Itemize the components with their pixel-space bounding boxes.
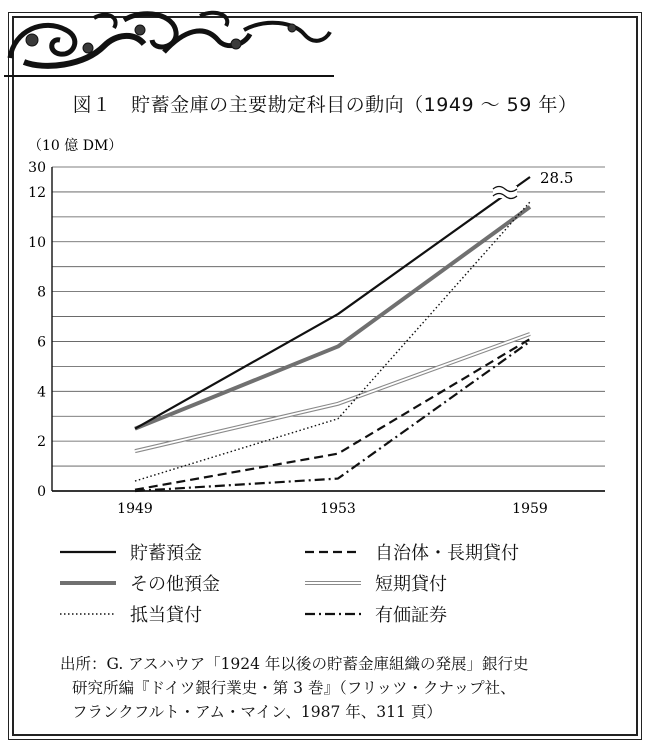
legend-item-short-term-loans [303,568,447,598]
legend-swatch-solid [58,547,118,557]
series-line [135,334,530,451]
gridlines [52,167,605,491]
y-tick-label: 6 [37,334,46,351]
source-line-1: 出所：G. アスハウア「1924 年以後の貯蓄金庫組織の発展」銀行史 [60,655,529,673]
legend-label: その他預金 [130,574,220,595]
legend-swatch-dashed [303,547,363,557]
y-axis-label: （10 億 DM） [28,138,123,154]
x-tick-label: 1953 [320,501,356,517]
source-line-3: フランクフルト・アム・マイン、1987 年、311 頁） [72,703,442,721]
y-tick-label: 8 [37,284,46,301]
legend-swatch-dashdot [303,609,363,619]
y-tick-label: 2 [37,434,46,451]
y-tick-label: 0 [37,484,46,500]
data-label-28-5: 28.5 [540,169,574,187]
series-lines [135,177,530,491]
series-line-inner [135,334,530,451]
x-tick-label: 1949 [117,501,153,517]
legend-item-savings-deposits [58,537,202,567]
y-tick-label: 10 [28,234,46,251]
legend-item-other-deposits [58,568,220,598]
x-tick-label: 1959 [512,501,548,517]
legend-item-securities [303,599,447,629]
legend-swatch-dotted [58,609,118,619]
legend-swatch-thick-gray [58,578,118,588]
legend-label: 短期貸付 [375,574,447,595]
y-tick-label: 4 [37,384,46,401]
series-line [135,339,530,490]
legend-item-mortgage-loans [58,599,202,629]
chart-title: 図１ 貯蓄金庫の主要勘定科目の動向（1949 ～ 59 年） [72,94,578,116]
y-tick-label: 30 [28,160,46,176]
source-line-2: 研究所編『ドイツ銀行業史・第 3 巻』（フリッツ・クナップ社、 [72,679,516,697]
legend-label: 自治体・長期貸付 [375,543,519,564]
legend-label: 有価証券 [375,605,447,626]
legend-label: 貯蓄預金 [130,543,202,564]
legend-swatch-double [303,578,363,588]
axes [52,167,605,491]
y-tick-label: 12 [28,184,46,201]
legend-item-municipal-loans [303,537,519,567]
source-note [60,652,620,724]
legend-label: 抵当貸付 [130,605,202,626]
